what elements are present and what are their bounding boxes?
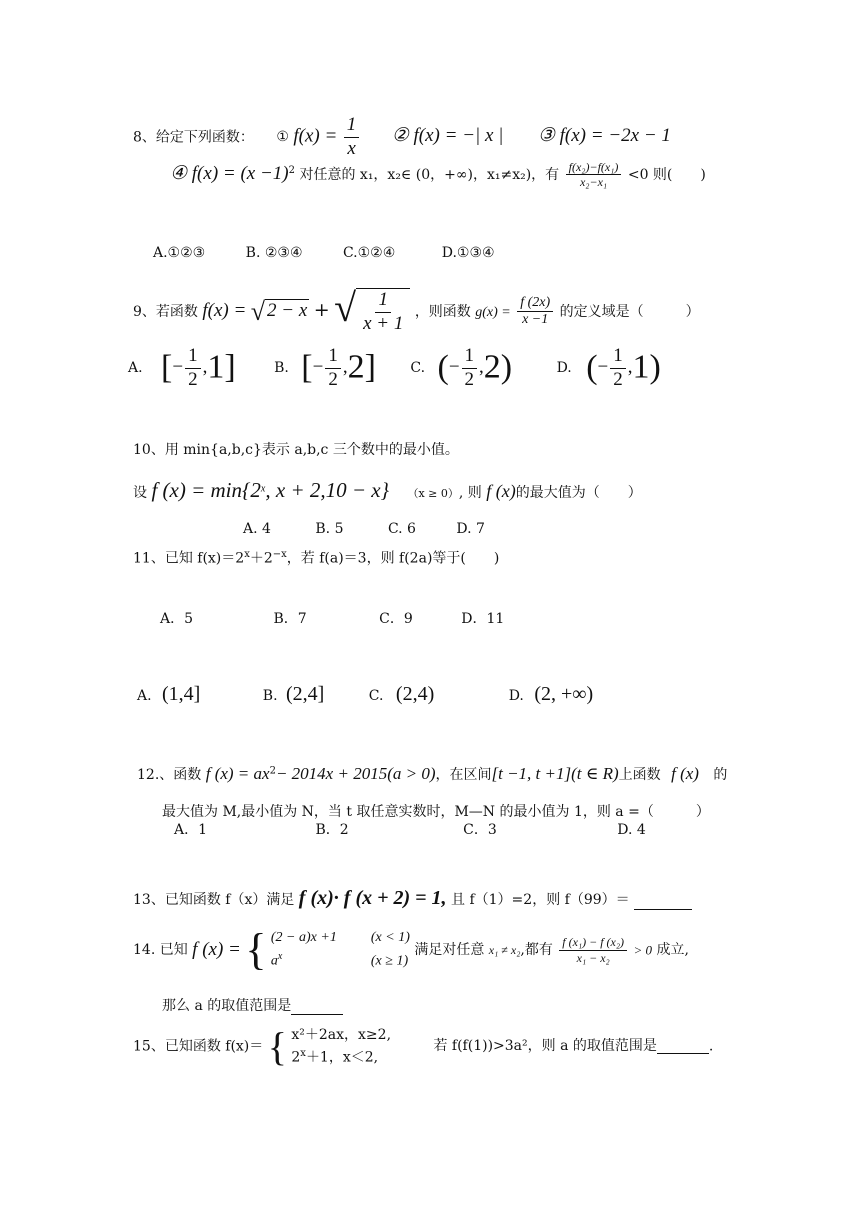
option-a: A. [− $\frac{1}{2}$ ,1] bbox=[128, 345, 236, 390]
q11-options bbox=[160, 611, 504, 628]
option-b: B．7 bbox=[273, 611, 307, 627]
q12-line1: 12.、函数 f $(x) = ax^2- 2014x + 2015(a > 0)$，在区间[t −1, t +1](t ∈ R)上函数 f (x) 的 bbox=[137, 764, 728, 783]
q8-f1-fraction: $\frac{1}{x}$ bbox=[344, 114, 360, 161]
q10-line1: 10、用 min{a,b,c}表示 a,b,c 三个数中的最小值。 bbox=[133, 442, 459, 458]
option-c: C. 6 bbox=[387, 521, 416, 537]
q8-line2: ④ $f(x) = (x -1)^2$ 对任意的 x₁，x₂∈ (0，+∞)，x₁≠x₂)，有 $\frac{\text{f(x₂)−f(x₁)}}{\text{x₂−x₁}}$ <0 则( ) bbox=[170, 160, 706, 190]
q14-fraction: $\frac{\text{f (x₁) − f (x₂)}}{\text{x₁ − x₂}}$ bbox=[559, 935, 627, 965]
q10-line2: 设 f $(x) = \min\{2^x$, x + 2,10 − x} （x ≥ 0）, 则 f (x)的最大值为（ ） bbox=[133, 478, 642, 502]
q8-options bbox=[153, 245, 495, 262]
q11-line: 11、已知 $f(x)=2^x+2^{-x}$，若 f(a)＝3，则 f(2a)等于( ) bbox=[133, 549, 500, 567]
q8-condition-fraction: $\frac{\text{f(x₂)−f(x₁)}}{\text{x₂−x₁}}$ bbox=[566, 160, 622, 190]
piecewise-brace: { bbox=[245, 925, 267, 975]
option-d: D. 4 bbox=[617, 822, 646, 838]
option-b: B. 5 bbox=[315, 521, 344, 537]
q12-line2: 最大值为 M,最小值为 N，当 t 取任意实数时，M—N 的最小值为 1，则 a =（ ） bbox=[162, 804, 710, 820]
q14-line1: 14. 已知 f (x) = { (2 − a)x +1 (x < 1) $a^x$ (x ≥ 1) 满足对任意 x₁ ≠ x₂,都有 $\frac{\text{f (x₁) − f (x₂)}}{\text{x₁ − x₂}}$ > 0 成立, bbox=[133, 925, 689, 975]
q9-g-fraction: $\frac{f (2x)}{x -1}$ bbox=[517, 295, 553, 330]
option-c: C. (− $\frac{1}{2}$ ,2) bbox=[410, 345, 513, 390]
option-c: C. (2,4) bbox=[368, 683, 435, 705]
option-a: A.①②③ bbox=[153, 245, 206, 261]
q9-sqrt2: √ $\frac{1}{x + 1}$ bbox=[334, 288, 410, 336]
piecewise-brace: { bbox=[267, 1023, 287, 1069]
option-d: D. (2, +∞) bbox=[508, 683, 594, 705]
option-c: C．9 bbox=[379, 611, 413, 627]
option-d: D．11 bbox=[461, 611, 505, 627]
q10-options bbox=[243, 521, 485, 538]
q12-options bbox=[174, 822, 646, 839]
answer-blank[interactable] bbox=[634, 895, 692, 910]
answer-blank[interactable] bbox=[291, 1000, 343, 1015]
option-b: B. [− $\frac{1}{2}$ ,2] bbox=[274, 345, 376, 390]
option-a: A. 4 bbox=[243, 521, 271, 537]
option-b: B. ②③④ bbox=[245, 245, 303, 261]
option-a: A．1 bbox=[174, 822, 208, 838]
answer-blank[interactable] bbox=[657, 1039, 709, 1054]
q14-piecewise: (2 − a)x +1 (x < 1) $a^x$ (x ≥ 1) bbox=[270, 930, 410, 970]
option-b: B. (2,4] bbox=[262, 683, 325, 705]
q8-line1: 8、给定下列函数： ① f(x) = $\frac{1}{x}$ ② f(x) = −| x | ③ f(x) = −2x − 1 bbox=[133, 114, 671, 159]
option-c: C.①②④ bbox=[342, 245, 396, 261]
q9-sqrt1: √ 2 − x bbox=[250, 296, 308, 326]
q9-line1: 9、若函数 f(x) = √ 2 − x + √ $\frac{1}{x + 1}$ ，则函数 g(x) = $\frac{f (2x)}{x -1}$ 的定义域是（ ） bbox=[133, 285, 700, 334]
option-b: B．2 bbox=[315, 822, 349, 838]
option-d: D.①③④ bbox=[441, 245, 495, 261]
extra-options bbox=[137, 682, 593, 706]
option-a: A. (1,4] bbox=[137, 683, 201, 705]
option-d: D. (− $\frac{1}{2}$ ,1) bbox=[556, 345, 661, 390]
option-a: A．5 bbox=[160, 611, 194, 627]
q9-options bbox=[128, 345, 661, 392]
q14-line2: 那么 a 的取值范围是 bbox=[162, 998, 343, 1015]
q15-line: 15、已知函数 f(x)＝ { x²＋2ax，x≥2, $2^x+1$，x＜2, 若 f(f(1))>3a²，则 a 的取值范围是 . bbox=[133, 1023, 714, 1069]
option-d: D. 7 bbox=[456, 521, 485, 537]
option-c: C．3 bbox=[463, 822, 497, 838]
q15-piecewise: x²＋2ax，x≥2, $2^x+1$，x＜2, bbox=[291, 1027, 392, 1066]
q13-line: 13、已知函数 f（x）满足 f (x)· f (x + 2) = 1, 且 f（1）=2，则 f（99）＝ bbox=[133, 886, 692, 910]
